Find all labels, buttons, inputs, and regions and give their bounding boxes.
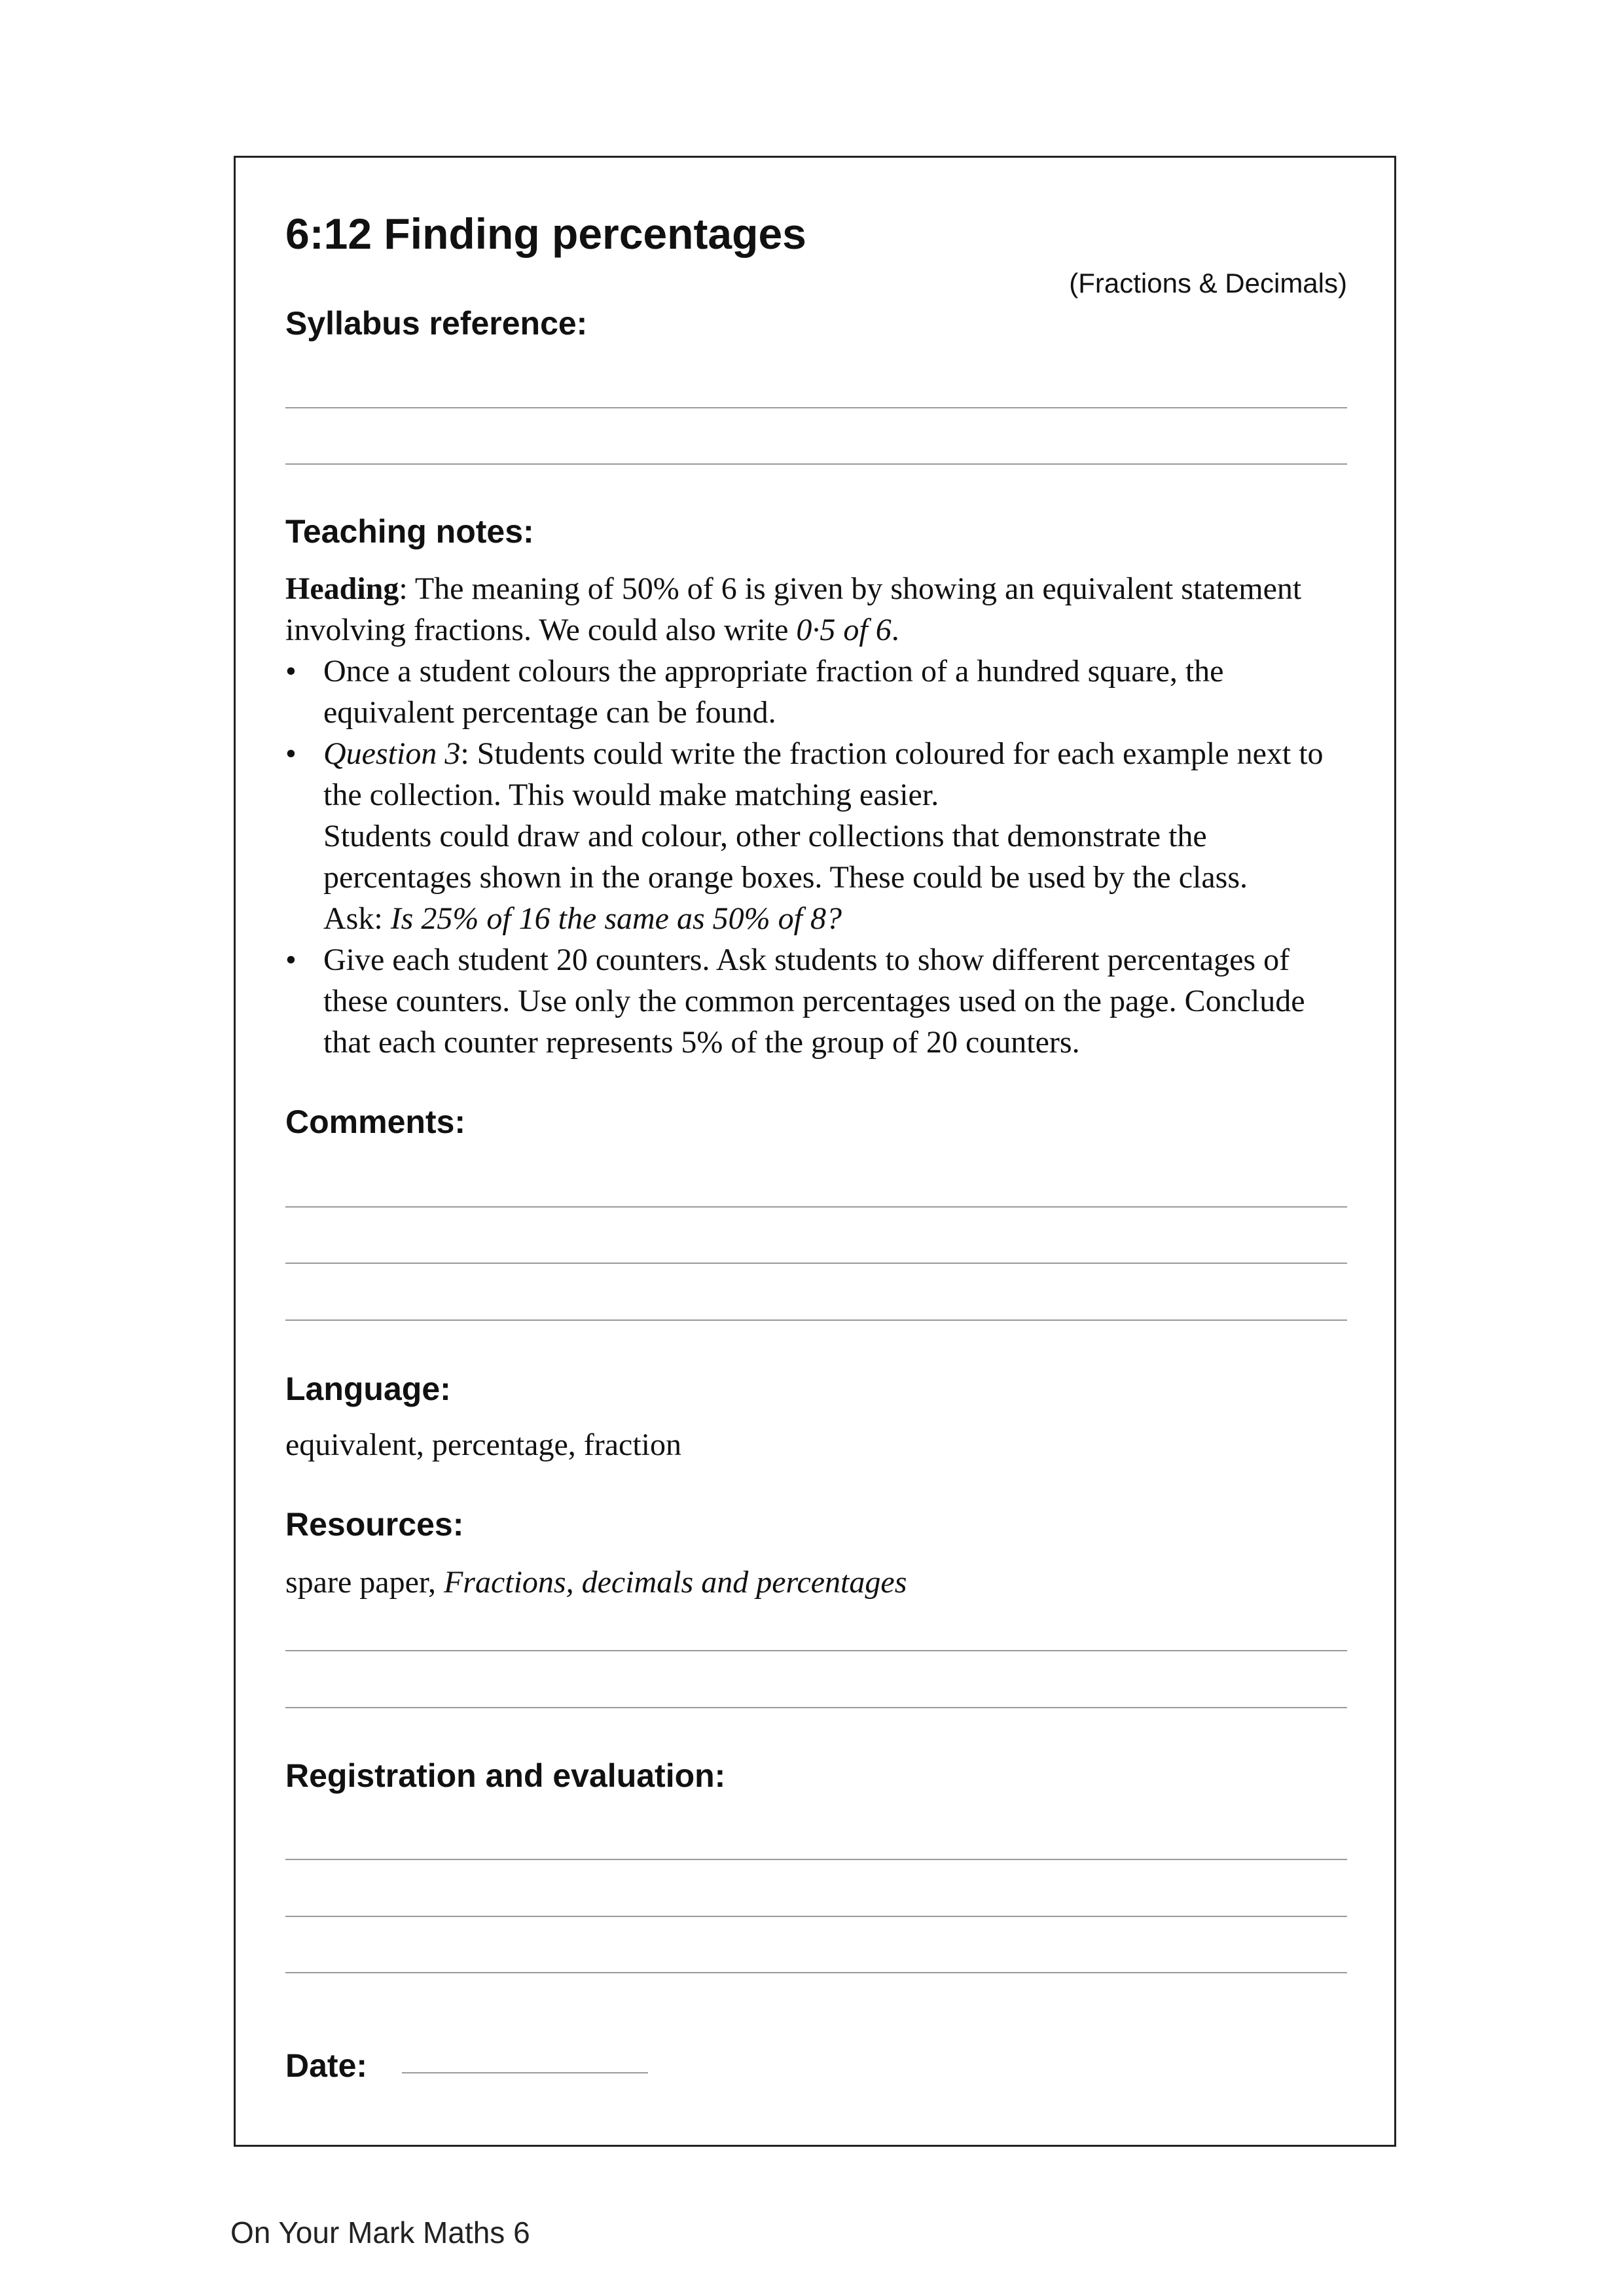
resources-italic: Fractions, decimals and percentages	[443, 1565, 907, 1600]
comments-line-3	[285, 1319, 1347, 1321]
category-label: (Fractions & Decimals)	[1069, 268, 1347, 298]
resources-plain: spare paper,	[285, 1565, 444, 1600]
bullet-1-text: Once a student colours the appropriate fraction of a hundred square, the equivalent percentage can be found.	[323, 654, 1224, 730]
resources-text	[285, 1562, 1359, 1603]
teaching-notes-intro	[285, 568, 1359, 651]
language-heading: Language:	[285, 1371, 451, 1407]
bullet-icon: •	[285, 654, 297, 689]
bullet-2-ask: Ask:	[323, 901, 391, 936]
resources-line-2	[285, 1707, 1347, 1708]
date-field-line	[402, 2072, 648, 2073]
registration-line-3	[285, 1972, 1347, 1973]
bullet-3-text: Give each student 20 counters. Ask students to show different percentages of these counters. Use only the common percentages used on the page. Conclude that each counter represents 5% of the group of 20 counters.	[323, 942, 1305, 1060]
bullet-2-para-2: Students could draw and colour, other collections that demonstrate the percentages shown in the orange boxes. These could be used by the class.	[323, 819, 1248, 895]
bullet-2-question: Is 25% of 16 the same as 50% of 8?	[390, 901, 842, 936]
intro-bold: Heading	[285, 571, 399, 606]
teaching-notes-list	[285, 651, 1359, 1063]
footer-text: On Your Mark Maths 6	[230, 2215, 530, 2250]
list-item	[285, 939, 1359, 1063]
registration-line-1	[285, 1859, 1347, 1860]
syllabus-line-1	[285, 407, 1347, 408]
intro-italic: 0·5 of 6	[796, 613, 892, 647]
date-heading: Date:	[285, 2047, 368, 2084]
syllabus-line-2	[285, 463, 1347, 465]
intro-text: : The meaning of 50% of 6 is given by showing an equivalent statement involving fractions. We could also write	[285, 571, 1302, 647]
list-item	[285, 651, 1359, 733]
teaching-notes-body	[285, 568, 1359, 1063]
bullet-2-text: : Students could write the fraction coloured for each example next to the collection. This would make matching easier.	[323, 736, 1324, 812]
teaching-notes-heading: Teaching notes:	[285, 513, 534, 550]
language-text: equivalent, percentage, fraction	[285, 1427, 682, 1462]
bullet-2-italic: Question 3	[323, 736, 461, 771]
registration-heading: Registration and evaluation:	[285, 1757, 726, 1794]
comments-line-1	[285, 1206, 1347, 1208]
page-title: 6:12 Finding percentages	[285, 209, 806, 258]
page-frame	[234, 156, 1396, 2147]
comments-heading: Comments:	[285, 1103, 466, 1140]
registration-line-2	[285, 1916, 1347, 1917]
bullet-2-para-3	[323, 898, 1359, 939]
bullet-icon: •	[285, 736, 297, 771]
bullet-2-para-1	[323, 733, 1359, 816]
resources-heading: Resources:	[285, 1506, 464, 1543]
syllabus-heading: Syllabus reference:	[285, 305, 588, 342]
comments-line-2	[285, 1263, 1347, 1264]
resources-line-1	[285, 1650, 1347, 1651]
bullet-icon: •	[285, 942, 297, 977]
intro-end: .	[891, 613, 899, 647]
list-item	[285, 733, 1359, 939]
